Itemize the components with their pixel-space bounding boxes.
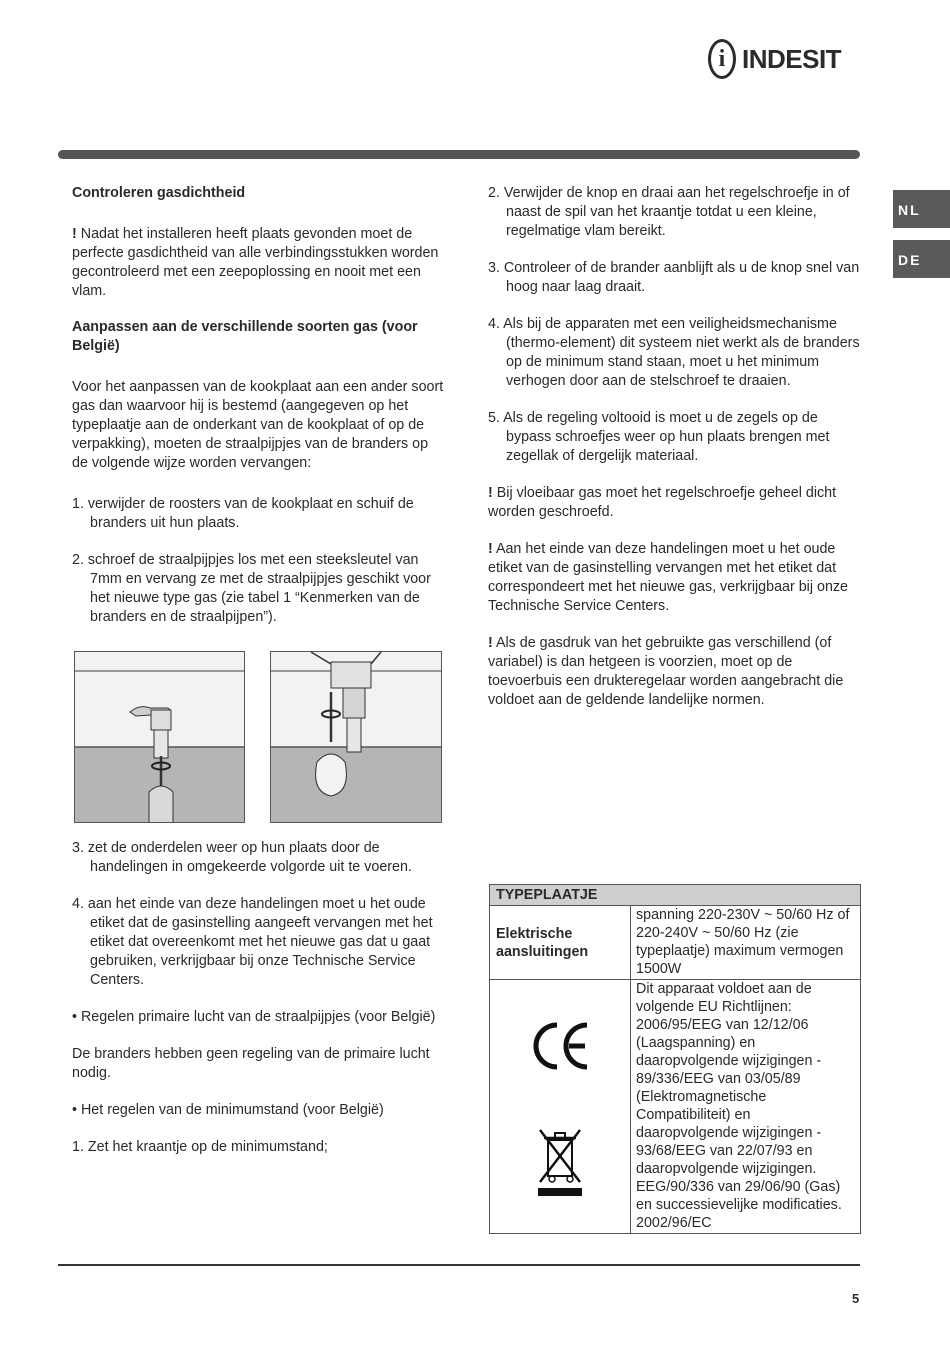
electrical-label: Elektrische aansluitingen — [490, 906, 631, 980]
step-2: 2. schroef de straalpijpjes los met een steeksleutel van 7mm en vervang ze met de straalpijpjes geschikt voor het nieuwe type gas (zie tabel 1 “Kenmerken van de branders en de straalpijpen”). — [72, 552, 431, 625]
indesit-logo — [708, 36, 841, 82]
warning-mark: ! — [488, 635, 493, 651]
typeplate-title: TYPEPLAATJE — [490, 885, 861, 906]
left-column-top — [72, 184, 444, 627]
figure-burner-removal — [74, 651, 245, 823]
step-4: 4. aan het einde van deze handelingen moet u het oude etiket dat de gasinstelling aangeeft vervangen met het etiket dat overeenkomt met het nieuwe gas dat u gaat gebruiken, verkrijgbaar bij onze Technische Service Centers. — [72, 896, 433, 988]
bullet-minimum: • Het regelen van de minimumstand (voor België) — [72, 1102, 384, 1118]
right-column — [488, 184, 862, 710]
page-number: 5 — [852, 1291, 860, 1306]
left-column-bottom — [72, 839, 444, 1157]
certification-icons — [490, 980, 631, 1234]
step-min-1: 1. Zet het kraantje op de minimumstand; — [72, 1139, 328, 1155]
paragraph-gas-adaptation: Voor het aanpassen van de kookplaat aan een ander soort gas dan waarvoor hij is bestemd (aangegeven op het typeplaatje aan de onderkant van de kookplaat of op de verpakking), moeten de straalpijpjes van de branders op de volgende wijze worden vervangen: — [72, 379, 444, 471]
heading-gas-tightness: Controleren gasdichtheid — [72, 185, 246, 201]
step-r5: 5. Als de regeling voltooid is moet u de zegels op de bypass schroefjes weer op hun plaats brengen met zegellak of dergelijk materiaal. — [488, 410, 830, 464]
step-3: 3. zet de onderdelen weer op hun plaats door de handelingen in omgekeerde volgorde uit te voeren. — [72, 840, 412, 875]
paragraph-primary-air: De branders hebben geen regeling van de primaire lucht nodig. — [72, 1046, 430, 1081]
footer-divider — [58, 1264, 860, 1266]
figure-nozzle-removal — [270, 651, 442, 823]
warning-mark: ! — [488, 485, 493, 501]
lang-tab-de[interactable]: DE — [893, 240, 950, 278]
nozzle-wrench-illustration — [271, 652, 442, 823]
table-row — [490, 906, 861, 980]
step-r2: 2. Verwijder de knop en draai aan het regelschroefje in of naast de spil van het kraantje totdat u een kleine, regelmatige vlam bereikt. — [488, 185, 850, 239]
electrical-value: spanning 220-230V ~ 50/60 Hz of 220-240V ~ 50/60 Hz (zie typeplaatje) maximum vermogen 1500W — [631, 906, 861, 980]
lang-tab-nl[interactable]: NL — [893, 190, 950, 228]
typeplate-table — [489, 884, 861, 1234]
step-r3: 3. Controleer of de brander aanblijft als u de knop snel van hoog naar laag draait. — [488, 260, 860, 295]
header-divider — [58, 150, 860, 159]
paragraph-gas-tightness: ! Nadat het installeren heeft plaats gevonden moet de perfecte gasdichtheid van alle verbindingsstukken worden gecontroleerd met een zeepoplossing en nooit met een vlam. — [72, 226, 439, 299]
bullet-primary-air: • Regelen primaire lucht van de straalpijpjes (voor België) — [72, 1009, 436, 1025]
directives-value: Dit apparaat voldoet aan de volgende EU Richtlijnen: 2006/95/EEG van 12/12/06 (Laagspanning) en daaropvolgende wijzigingen - 89/336/EEG van 03/05/89 (Elektromagnetische Compatibiliteit) en daaropvolgende wijzigingen - 93/68/EEG van 22/07/93 en daaropvolgende wijzigingen. EEG/90/336 van 29/06/90 (Gas) en successievelijke modificaties. 2002/96/EC — [631, 980, 861, 1234]
note-pressure: ! Als de gasdruk van het gebruikte gas verschillend (of variabel) is dan hetgeen is voorzien, moet op de toevoerbuis een drukteregelaar worden aangebracht die voldoet aan de geldende landelijke normen. — [488, 635, 844, 708]
heading-gas-adaptation: Aanpassen aan de verschillende soorten gas (voor België) — [72, 319, 418, 354]
warning-mark: ! — [72, 226, 77, 242]
warning-mark: ! — [488, 541, 493, 557]
ce-mark-icon — [525, 1011, 595, 1081]
note-lpg: ! Bij vloeibaar gas moet het regelschroefje geheel dicht worden geschroefd. — [488, 485, 837, 520]
burner-screwdriver-illustration — [75, 652, 245, 823]
table-header-row — [490, 885, 861, 906]
table-row — [490, 980, 861, 1234]
step-1: 1. verwijder de roosters van de kookplaat en schuif de branders uit hun plaats. — [72, 496, 414, 531]
crossed-bin-icon — [530, 1126, 590, 1198]
step-r4: 4. Als bij de apparaten met een veiligheidsmechanisme (thermo-element) dit systeem niet werkt als de branders op de minimum stand staan, moet u het minimum verhogen door aan de stelschroef te draaien. — [488, 316, 860, 389]
logo-text: INDESIT — [742, 43, 842, 74]
note-label: ! Aan het einde van deze handelingen moet u het oude etiket van de gasinstelling vervangen met het etiket dat correspondeert met het nieuwe gas, verkrijgbaar bij onze Technische Service Centers. — [488, 541, 848, 614]
logo-mark: i — [708, 39, 736, 79]
